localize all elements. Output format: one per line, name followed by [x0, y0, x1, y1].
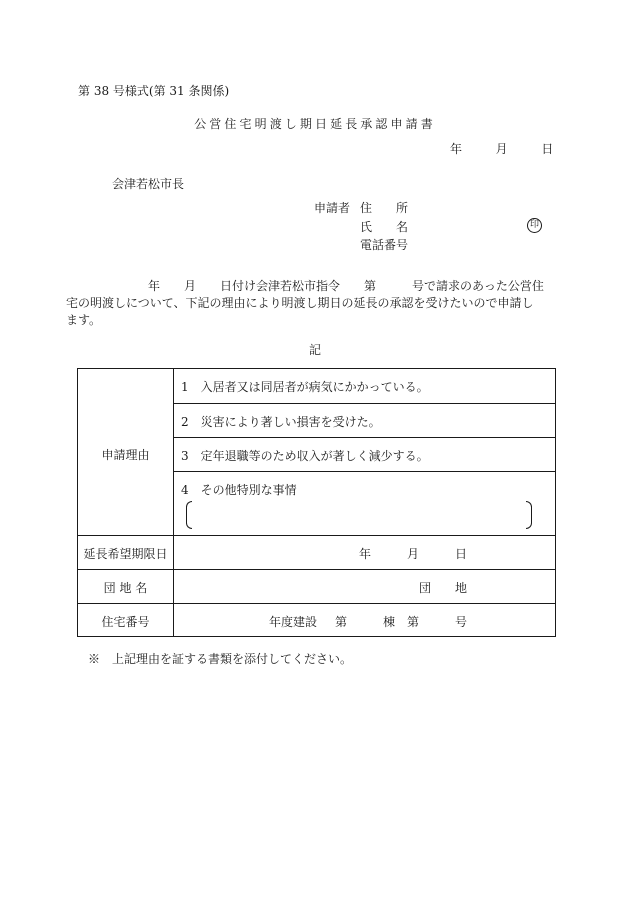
- extension-day: 日: [455, 547, 468, 561]
- table-column-divider: [173, 369, 174, 636]
- housing-go: 号: [455, 615, 468, 629]
- date-day: 日: [541, 142, 554, 156]
- estate-suffix: 団 地: [419, 581, 468, 595]
- extension-month: 月: [407, 547, 420, 561]
- form-number: 第 38 号様式(第 31 条関係): [78, 84, 230, 98]
- table-row-divider: [173, 471, 555, 472]
- body-paragraph: [66, 278, 560, 329]
- table-row-divider: [173, 437, 555, 438]
- reason-item-2: 2 災害により著しい損害を受けた。: [181, 415, 381, 429]
- table-row-divider: [78, 603, 555, 604]
- address-label: 住 所: [360, 201, 409, 215]
- housing-mune: 棟: [383, 615, 396, 629]
- addressee: 会津若松市長: [112, 177, 185, 191]
- table-row-divider: [78, 535, 555, 536]
- housing-year: 年度建設: [269, 615, 318, 629]
- table-row-divider: [78, 569, 555, 570]
- estate-label: 団 地 名: [103, 581, 148, 595]
- ki-heading: 記: [308, 343, 321, 357]
- application-date: [450, 140, 553, 157]
- application-table: [77, 368, 556, 637]
- extension-label: 延長希望期限日: [83, 547, 168, 561]
- housing-label: 住宅番号: [101, 615, 150, 629]
- phone-label: 電話番号: [360, 238, 409, 252]
- seal-mark: 印: [527, 218, 542, 233]
- body-line-1: 年 月 日付け会津若松市指令 第 号で請求のあった公営住: [148, 279, 544, 293]
- body-line-2: 宅の明渡しについて、下記の理由により明渡し期日の延長の承認を受けたいので申請し: [66, 296, 534, 310]
- document-title: 公営住宅明渡し期日延長承認申請書: [194, 117, 436, 131]
- applicant-label: 申請者: [314, 201, 351, 215]
- name-label: 氏 名: [360, 220, 409, 234]
- housing-dai-2: 第: [407, 615, 420, 629]
- body-line-3: ます。: [66, 313, 102, 327]
- reason-item-3: 3 定年退職等のため収入が著しく減少する。: [181, 449, 429, 463]
- bracket-left: [186, 501, 192, 529]
- date-year: 年: [450, 142, 463, 156]
- bracket-right: [526, 501, 532, 529]
- table-row-divider: [173, 403, 555, 404]
- footnote: ※ 上記理由を証する書類を添付してください。: [88, 652, 353, 666]
- reason-label: 申請理由: [101, 448, 150, 462]
- reason-item-1: 1 入居者又は同居者が病気にかかっている。: [181, 380, 429, 394]
- date-month: 月: [495, 142, 508, 156]
- housing-dai-1: 第: [335, 615, 348, 629]
- reason-item-4: 4 その他特別な事情: [181, 483, 297, 497]
- extension-year: 年: [359, 547, 372, 561]
